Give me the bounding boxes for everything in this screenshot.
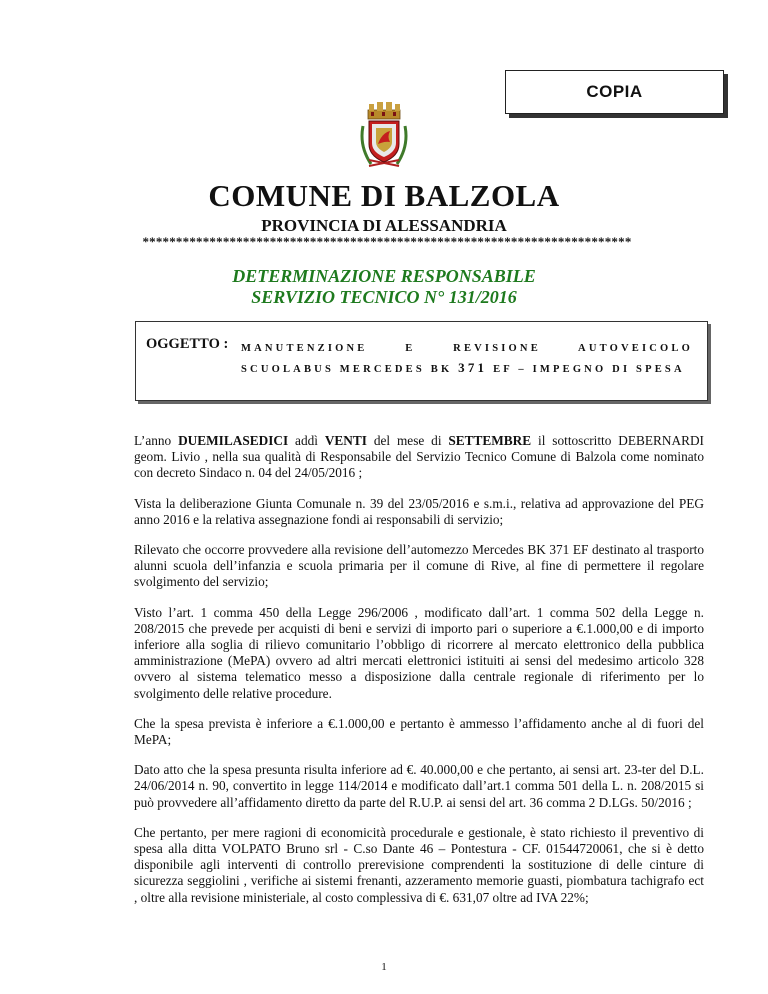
text-run: addì (288, 433, 325, 448)
paragraph-expense-threshold: Che la spesa prevista è inferiore a €.1.000,00 e pertanto è ammesso l’affidamento anche al di fuori del MePA; (134, 715, 704, 748)
copia-stamp (505, 70, 724, 114)
determination-title: DETERMINAZIONE RESPONSABILE (232, 266, 536, 286)
paragraph-quote: Che pertanto, per mere ragioni di economicità procedurale e gestionale, è stato richiesto il preventivo di spesa alla ditta VOLPATO Bruno srl - C.so Dante 46 – Pontestura - CF. 01544720061, che si è detto disponibile agli interventi di controllo prerevisione comprendenti la sostituzione di delle cinture di sicurezza seggiolini , verifiche ai sistemi frenanti, azzeramento memorie guasti, piombatura tachigrafo ect , oltre alla revisione ministeriale, al costo complessiva di €. 631,07 oltre ad IVA 22%; (134, 824, 704, 905)
document-body (134, 433, 704, 920)
year-word: DUEMILASEDICI (178, 433, 289, 448)
text-run: L’anno (134, 433, 179, 448)
municipal-crest-icon (357, 100, 411, 170)
subject-text-part-b: EF – IMPEGNO DI SPESA (487, 364, 685, 375)
paragraph-legal-reference: Visto l’art. 1 comma 450 della Legge 296/2006 , modificato dall’art. 1 comma 502 della Legge n. 208/2015 che prevede per acquisti di beni e servizi di importo pari o superiore a €.1.000,00 e di importo inferiore alla soglia di rilievo comunitario l’obbligo di ricorrere al mercato elettronico della pubblica amministrazione (MePA) ovvero ad altri mercati elettronici istituiti ai sensi del medesimo articolo 328 ovvero al sistema telematico messo a disposizione dalla centrale regionale di riferimento per lo svolgimento delle relative procedure. (134, 604, 704, 701)
province-subtitle: PROVINCIA DI ALESSANDRIA (261, 216, 507, 235)
month-word: SETTEMBRE (448, 433, 532, 448)
paragraph-direct-assignment: Dato atto che la spesa presunta risulta inferiore ad €. 40.000,00 e che pertanto, ai sensi art. 23-ter del D.L. 24/06/2014 n. 90, convertito in legge 114/2014 e modificato dall’art.1 comma 501 della L. n. 208/2015 si può provvedere all’affidamento diretto da parte del R.U.P. ai sensi del art. 36 comma 2 D.LGs. 50/2016 ; (134, 762, 704, 810)
municipality-title: COMUNE DI BALZOLA (208, 178, 560, 213)
paragraph-revision-need: Rilevato che occorre provvedere alla revisione dell’automezzo Mercedes BK 371 EF destinato al trasporto alunni scuola dell’infanzia e scuola primaria per il comune di Rive, al fine di permettere il regolare svolgimento del servizio; (134, 542, 704, 590)
subject-text-part-a: MANUTENZIONE E REVISIONE AUTOVEICOLO SCUOLABUS MERCEDES BK (241, 343, 693, 375)
text-run: del mese di (366, 433, 449, 448)
determination-number: SERVIZIO TECNICO N° 131/2016 (251, 287, 517, 307)
paragraph-opening (134, 433, 704, 482)
copia-label: COPIA (586, 82, 643, 101)
day-word: VENTI (324, 433, 367, 448)
subject-box (135, 321, 708, 401)
paragraph-deliberation: Vista la deliberazione Giunta Comunale n. 39 del 23/05/2016 e s.m.i., relativa ad approvazione del PEG anno 2016 e la relativa assegnazione fondi ai responsabili di servizio; (134, 495, 704, 527)
text-run: il sottoscritto DEBERNARDI geom. Livio , nella sua qualità di Responsabile del Servizio Tecnico Comune di Balzola come nominato con decreto Sindaco n. 04 del 24/05/2016 ; (134, 433, 704, 481)
subject-label: OGGETTO : (146, 336, 229, 352)
page-number: 1 (381, 961, 387, 973)
subject-text (241, 339, 693, 379)
separator-line: ************************************************************************* (142, 234, 632, 249)
subject-text-number: 371 (458, 360, 488, 375)
